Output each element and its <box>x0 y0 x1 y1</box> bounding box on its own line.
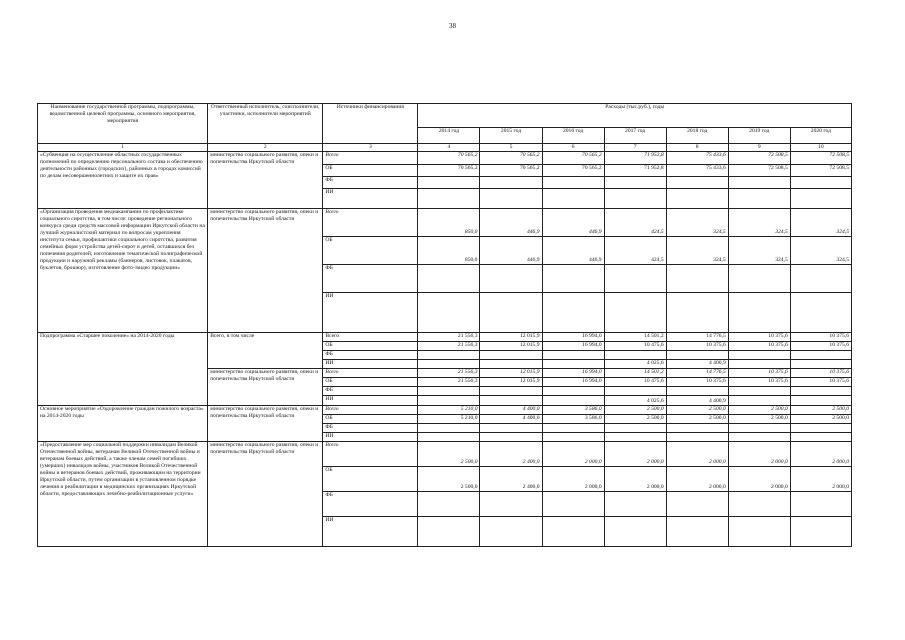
amount-cell: 2 000,0 <box>542 441 604 466</box>
amount-cell: 2 000,0 <box>542 466 604 491</box>
program-name: Подпрограмма «Старшее поколение» на 2014-2020 годы <box>38 332 208 405</box>
amount-cell: 70 565,2 <box>542 151 604 164</box>
amount-cell: 21 556,3 <box>418 368 480 377</box>
header-year: 2019 год <box>728 128 790 144</box>
source-ob: ОБ <box>323 466 418 491</box>
amount-cell <box>480 176 542 188</box>
amount-cell <box>790 432 851 441</box>
amount-cell: 10 375,6 <box>790 332 851 341</box>
amount-cell: 2 000,0 <box>728 466 790 491</box>
source-ii: ИИ <box>323 292 418 332</box>
amount-cell <box>604 264 666 292</box>
amount-cell <box>604 188 666 208</box>
amount-cell: 324,5 <box>666 208 728 236</box>
amount-cell <box>542 423 604 432</box>
amount-cell: 324,5 <box>790 236 851 264</box>
amount-cell: 446,9 <box>542 236 604 264</box>
amount-cell <box>480 395 542 405</box>
amount-cell <box>666 176 728 188</box>
amount-cell: 5 210,0 <box>418 414 480 423</box>
amount-cell <box>604 516 666 546</box>
source-fb: ФБ <box>323 386 418 395</box>
amount-cell <box>728 395 790 405</box>
column-number: 2 <box>208 144 323 152</box>
amount-cell <box>728 350 790 359</box>
amount-cell <box>790 350 851 359</box>
amount-cell: 4 400,0 <box>480 405 542 414</box>
executor: министерство социального развития, опеки и попечительства Иркутской области <box>208 368 323 405</box>
header-name: Наименование государственной программы, подпрограммы, ведомственной целевой программы, основного мероприятия, мероприятия <box>38 104 208 144</box>
amount-cell: 10 475,6 <box>604 341 666 350</box>
amount-cell: 850,0 <box>418 208 480 236</box>
amount-cell <box>418 264 480 292</box>
source-ob: ОБ <box>323 236 418 264</box>
amount-cell <box>480 432 542 441</box>
amount-cell: 21 556,3 <box>418 377 480 386</box>
amount-cell <box>790 188 851 208</box>
amount-cell: 14 501,2 <box>604 332 666 341</box>
amount-cell <box>542 350 604 359</box>
amount-cell: 2 000,0 <box>728 441 790 466</box>
source-total: Всего <box>323 208 418 236</box>
amount-cell <box>790 395 851 405</box>
amount-cell: 4 025,6 <box>604 395 666 405</box>
source-ii: ИИ <box>323 188 418 208</box>
header-row <box>38 104 852 128</box>
amount-cell <box>418 176 480 188</box>
amount-cell <box>666 491 728 516</box>
amount-cell: 2 500,0 <box>728 405 790 414</box>
amount-cell: 324,5 <box>728 208 790 236</box>
table-row <box>38 208 852 236</box>
header-source: Источники финансирования <box>323 104 418 144</box>
amount-cell <box>790 516 851 546</box>
program-name: «Субвенция на осуществление областных государственных полномочий по определению персонального состава и обеспечению деятельности районных (городских), районных в городах комиссий по делам несовершеннолетних и защите их прав» <box>38 151 208 208</box>
header-year: 2015 год <box>480 128 542 144</box>
amount-cell <box>666 432 728 441</box>
amount-cell <box>542 386 604 395</box>
column-number-row <box>38 144 852 152</box>
amount-cell: 71 952,8 <box>604 164 666 176</box>
amount-cell: 2 500,0 <box>728 414 790 423</box>
amount-cell: 14 776,5 <box>666 332 728 341</box>
amount-cell: 70 565,2 <box>480 151 542 164</box>
executor: министерство социального развития, опеки и попечительства Иркутской области <box>208 405 323 441</box>
amount-cell: 446,9 <box>480 236 542 264</box>
amount-cell <box>542 176 604 188</box>
source-total: Всего <box>323 441 418 466</box>
column-number: 8 <box>666 144 728 152</box>
budget-table <box>37 103 852 547</box>
source-ob: ОБ <box>323 414 418 423</box>
amount-cell: 16 994,0 <box>542 368 604 377</box>
amount-cell: 2 400,0 <box>480 441 542 466</box>
source-total: Всего <box>323 405 418 414</box>
amount-cell: 10 375,6 <box>790 341 851 350</box>
source-total: Всего <box>323 151 418 164</box>
amount-cell <box>604 432 666 441</box>
amount-cell <box>542 264 604 292</box>
amount-cell <box>480 359 542 368</box>
amount-cell <box>604 176 666 188</box>
amount-cell <box>542 188 604 208</box>
executor: Всего, в том числе <box>208 332 323 368</box>
amount-cell <box>418 432 480 441</box>
table-row <box>38 441 852 466</box>
amount-cell: 70 565,2 <box>480 164 542 176</box>
header-executor: Ответственный исполнитель, соисполнители, участники, исполнители мероприятий <box>208 104 323 144</box>
amount-cell: 16 994,0 <box>542 377 604 386</box>
amount-cell: 10 375,6 <box>790 377 851 386</box>
amount-cell: 12 015,9 <box>480 341 542 350</box>
amount-cell <box>480 423 542 432</box>
amount-cell: 324,5 <box>728 236 790 264</box>
amount-cell: 2 500,0 <box>790 405 851 414</box>
amount-cell: 12 015,9 <box>480 332 542 341</box>
amount-cell <box>480 386 542 395</box>
amount-cell: 424,5 <box>604 208 666 236</box>
amount-cell <box>542 359 604 368</box>
amount-cell: 4 400,9 <box>666 395 728 405</box>
header-year: 2017 год <box>604 128 666 144</box>
amount-cell: 2 500,0 <box>604 405 666 414</box>
amount-cell <box>480 491 542 516</box>
source-ii: ИИ <box>323 395 418 405</box>
amount-cell <box>790 264 851 292</box>
amount-cell: 10 375,6 <box>666 341 728 350</box>
amount-cell: 2 400,0 <box>480 466 542 491</box>
amount-cell <box>666 264 728 292</box>
amount-cell: 10 375,6 <box>728 341 790 350</box>
amount-cell: 446,9 <box>480 208 542 236</box>
amount-cell: 12 015,9 <box>480 377 542 386</box>
amount-cell <box>480 188 542 208</box>
amount-cell: 16 994,0 <box>542 332 604 341</box>
amount-cell <box>542 395 604 405</box>
amount-cell: 21 556,3 <box>418 341 480 350</box>
amount-cell: 2 000,0 <box>666 466 728 491</box>
amount-cell <box>418 423 480 432</box>
table-row <box>38 332 852 341</box>
amount-cell <box>790 491 851 516</box>
amount-cell: 4 025,6 <box>604 359 666 368</box>
table-row <box>38 405 852 414</box>
amount-cell: 70 565,2 <box>418 164 480 176</box>
amount-cell <box>728 264 790 292</box>
amount-cell <box>418 292 480 332</box>
source-fb: ФБ <box>323 264 418 292</box>
amount-cell <box>666 516 728 546</box>
column-number: 9 <box>728 144 790 152</box>
amount-cell: 72 508,5 <box>790 151 851 164</box>
amount-cell: 10 375,6 <box>666 377 728 386</box>
amount-cell <box>666 188 728 208</box>
amount-cell: 16 994,0 <box>542 341 604 350</box>
amount-cell <box>728 491 790 516</box>
amount-cell: 2 500,0 <box>418 466 480 491</box>
amount-cell <box>728 432 790 441</box>
column-number: 1 <box>38 144 208 152</box>
column-number: 10 <box>790 144 851 152</box>
amount-cell: 12 015,9 <box>480 368 542 377</box>
amount-cell: 10 375,6 <box>728 368 790 377</box>
source-ii: ИИ <box>323 432 418 441</box>
column-number: 5 <box>480 144 542 152</box>
amount-cell: 70 565,2 <box>542 164 604 176</box>
amount-cell <box>728 386 790 395</box>
amount-cell <box>666 423 728 432</box>
amount-cell: 5 210,0 <box>418 405 480 414</box>
amount-cell: 21 556,3 <box>418 332 480 341</box>
amount-cell: 75 433,6 <box>666 151 728 164</box>
amount-cell <box>480 516 542 546</box>
column-number: 3 <box>323 144 418 152</box>
amount-cell: 3 586,0 <box>542 414 604 423</box>
source-ob: ОБ <box>323 377 418 386</box>
amount-cell <box>418 386 480 395</box>
amount-cell <box>728 423 790 432</box>
amount-cell <box>666 292 728 332</box>
header-year: 2014 год <box>418 128 480 144</box>
header-year: 2020 год <box>790 128 851 144</box>
program-name: «Организация проведения медиакампании по профилактике социального сиротства, в том числе: проведение регионального конкурса среди средств массовой информации Иркутской области на лучший журналистский материал по вопросам укрепления института семьи, профилактики социального сиротства, развития семейных форм устройства детей-сирот и детей, оставшихся без попечения родителей; изготовление тематической полиграфической продукции и наружной рекламы (баннеров, листовок, плакатов, буклетов, брошюр), изготовление фото-/видео продукции» <box>38 208 208 332</box>
amount-cell <box>666 350 728 359</box>
amount-cell <box>542 432 604 441</box>
amount-cell: 2 500,0 <box>790 414 851 423</box>
source-ob: ОБ <box>323 341 418 350</box>
program-name: Основное мероприятие «Оздоровление граждан пожилого возраста» на 2014-2020 годы <box>38 405 208 441</box>
amount-cell: 2 500,0 <box>604 414 666 423</box>
amount-cell: 2 500,0 <box>418 441 480 466</box>
source-ii: ИИ <box>323 359 418 368</box>
amount-cell <box>728 292 790 332</box>
amount-cell: 14 501,2 <box>604 368 666 377</box>
amount-cell <box>418 395 480 405</box>
source-fb: ФБ <box>323 423 418 432</box>
amount-cell <box>418 188 480 208</box>
amount-cell <box>790 386 851 395</box>
column-number: 4 <box>418 144 480 152</box>
amount-cell <box>418 359 480 368</box>
amount-cell <box>790 359 851 368</box>
amount-cell: 2 000,0 <box>790 466 851 491</box>
amount-cell <box>480 350 542 359</box>
amount-cell <box>542 292 604 332</box>
source-ob: ОБ <box>323 164 418 176</box>
executor: министерство социального развития, опеки и попечительства Иркутской области <box>208 208 323 332</box>
amount-cell: 70 565,2 <box>418 151 480 164</box>
amount-cell <box>604 292 666 332</box>
amount-cell: 3 586,0 <box>542 405 604 414</box>
source-total: Всего <box>323 332 418 341</box>
executor: министерство социального развития, опеки и попечительства Иркутской области <box>208 441 323 546</box>
amount-cell: 10 375,6 <box>728 332 790 341</box>
amount-cell: 71 952,8 <box>604 151 666 164</box>
source-fb: ФБ <box>323 176 418 188</box>
amount-cell <box>728 176 790 188</box>
header-year: 2016 год <box>542 128 604 144</box>
amount-cell: 75 433,6 <box>666 164 728 176</box>
amount-cell: 72 508,5 <box>790 164 851 176</box>
amount-cell: 2 000,0 <box>604 466 666 491</box>
amount-cell: 72 508,5 <box>728 164 790 176</box>
executor: министерство социального развития, опеки и попечительства Иркутской области <box>208 151 323 208</box>
amount-cell <box>480 292 542 332</box>
amount-cell: 324,5 <box>666 236 728 264</box>
column-number: 6 <box>542 144 604 152</box>
amount-cell <box>728 516 790 546</box>
amount-cell <box>604 491 666 516</box>
amount-cell: 10 375,6 <box>728 377 790 386</box>
header-expenses: Расходы (тыс.руб.), годы <box>418 104 852 128</box>
amount-cell <box>480 264 542 292</box>
amount-cell <box>418 516 480 546</box>
amount-cell <box>728 188 790 208</box>
amount-cell: 10 475,6 <box>604 377 666 386</box>
amount-cell: 2 500,0 <box>666 414 728 423</box>
amount-cell <box>728 359 790 368</box>
amount-cell: 2 500,0 <box>666 405 728 414</box>
amount-cell: 2 000,0 <box>790 441 851 466</box>
amount-cell: 4 400,9 <box>666 359 728 368</box>
amount-cell: 14 776,5 <box>666 368 728 377</box>
amount-cell <box>666 386 728 395</box>
source-ii: ИИ <box>323 516 418 546</box>
amount-cell <box>790 292 851 332</box>
amount-cell <box>604 386 666 395</box>
amount-cell: 850,0 <box>418 236 480 264</box>
amount-cell: 2 000,0 <box>604 441 666 466</box>
amount-cell <box>790 176 851 188</box>
amount-cell: 324,5 <box>790 208 851 236</box>
source-total: Всего <box>323 368 418 377</box>
page-number: 38 <box>449 22 456 30</box>
source-fb: ФБ <box>323 491 418 516</box>
amount-cell <box>542 516 604 546</box>
amount-cell <box>542 491 604 516</box>
amount-cell <box>604 350 666 359</box>
amount-cell: 4 400,0 <box>480 414 542 423</box>
amount-cell <box>418 491 480 516</box>
amount-cell <box>418 350 480 359</box>
header-year: 2018 год <box>666 128 728 144</box>
column-number: 7 <box>604 144 666 152</box>
table-row <box>38 151 852 164</box>
program-name: «Предоставление мер социальной поддержки инвалидам Великой Отечественной войны, ветеранам Великой Отечественной войны и ветеранам боевых действий, а также членам семей погибших (умерших) инвалидов войны, участников Великой Отечественной войны и ветеранов боевых действий, проживающим на территории Иркутской области, путем организации в установленном порядке лечения и реабилитации в медицинских организациях Иркутской области, предоставляющих лечебно-реабилитационные услуги» <box>38 441 208 546</box>
source-fb: ФБ <box>323 350 418 359</box>
amount-cell: 72 508,5 <box>728 151 790 164</box>
amount-cell <box>790 423 851 432</box>
amount-cell: 2 000,0 <box>666 441 728 466</box>
amount-cell: 424,5 <box>604 236 666 264</box>
amount-cell: 446,9 <box>542 208 604 236</box>
amount-cell <box>604 423 666 432</box>
amount-cell: 10 375,6 <box>790 368 851 377</box>
